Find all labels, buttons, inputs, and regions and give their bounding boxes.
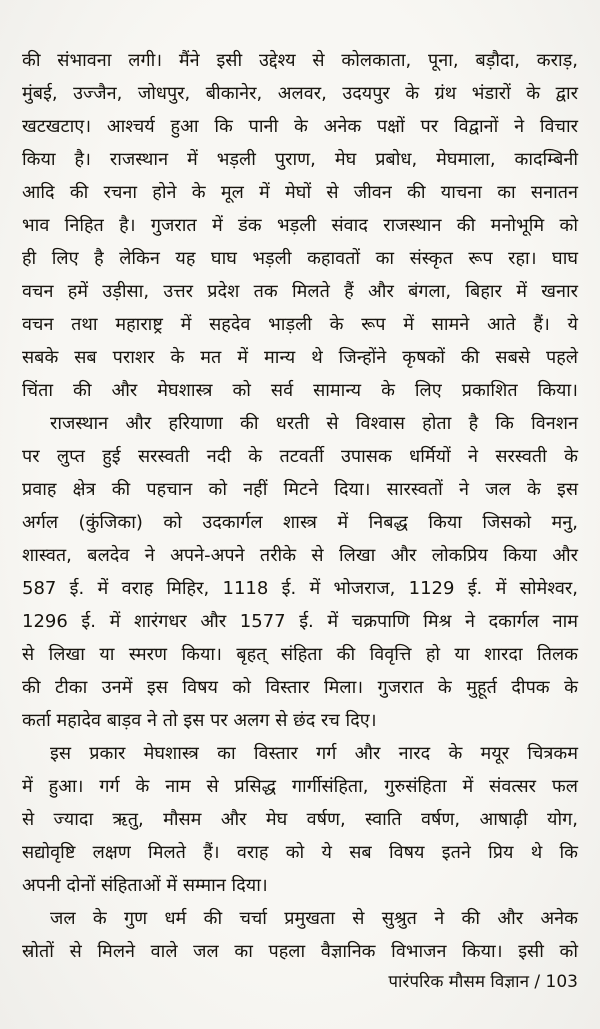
- text-line: 1296 ई. में शारंगधर और 1577 ई. में चक्रपाणि मिश्र ने दकार्गल नाम: [22, 611, 578, 632]
- text-line: की टीका उनमें इस विषय को विस्तार मिला। गुजरात के मुहूर्त दीपक के: [22, 677, 578, 698]
- text-line: ही लिए है लेकिन यह घाघ भड़ली कहावतों का संस्कृत रूप रहा। घाघ: [22, 248, 578, 269]
- text-line: शास्वत, बलदेव ने अपने-अपने तरीके से लिखा और लोकप्रिय किया और: [22, 545, 578, 566]
- text-line: कर्ता महादेव बाड़व ने तो इस पर अलग से छंद रच दिए।: [22, 710, 377, 731]
- text-line: भाव निहित है। गुजरात में डंक भड़ली संवाद राजस्थान की मनोभूमि को: [22, 215, 578, 236]
- text-line: आदि की रचना होने के मूल में मेघों से जीवन की याचना का सनातन: [22, 182, 578, 203]
- text-line: चिंता की और मेघशास्त्र को सर्व सामान्य के लिए प्रकाशित किया।: [22, 380, 578, 401]
- text-line: सबके सब पराशर के मत में मान्य थे जिन्होंने कृषकों की सबसे पहले: [22, 347, 578, 368]
- text-line: प्रवाह क्षेत्र की पहचान को नहीं मिटने दिया। सारस्वतों ने जल के इस: [22, 479, 578, 500]
- page-footer: पारंपरिक मौसम विज्ञान / 103: [388, 972, 578, 992]
- text-block: [22, 44, 578, 968]
- text-line: वचन तथा महाराष्ट्र में सहदेव भाड़ली के रूप में सामने आते हैं। ये: [22, 314, 578, 335]
- paragraph: [22, 902, 578, 968]
- text-line: अपनी दोनों संहिताओं में सम्मान दिया।: [22, 875, 268, 896]
- text-line: राजस्थान और हरियाणा की धरती से विश्वास होता है कि विनशन: [50, 413, 578, 434]
- paragraph: [22, 44, 578, 407]
- text-line: जल के गुण धर्म की चर्चा प्रमुखता से सुश्रुत ने की और अनेक: [50, 908, 578, 929]
- text-line: किया है। राजस्थान में भड़ली पुराण, मेघ प्रबोध, मेघमाला, कादम्बिनी: [22, 149, 578, 170]
- text-line: स्रोतों से मिलने वाले जल का पहला वैज्ञानिक विभाजन किया। इसी को: [22, 941, 578, 962]
- text-line: में हुआ। गर्ग के नाम से प्रसिद्ध गार्गीसंहिता, गुरुसंहिता में संवत्सर फल: [22, 776, 578, 797]
- text-line: से ज्यादा ऋतु, मौसम और मेघ वर्षण, स्वाति वर्षण, आषाढ़ी योग,: [22, 809, 578, 830]
- text-line: मुंबई, उज्जैन, जोधपुर, बीकानेर, अलवर, उदयपुर के ग्रंथ भंडारों के द्वार: [22, 83, 578, 104]
- text-line: से लिखा या स्मरण किया। बृहत् संहिता की विवृत्ति हो या शारदा तिलक: [22, 644, 578, 665]
- text-line: सद्योवृष्टि लक्षण मिलते हैं। वराह को ये सब विषय इतने प्रिय थे कि: [22, 842, 578, 863]
- paragraph: [22, 407, 578, 737]
- text-line: पर लुप्त हुई सरस्वती नदी के तटवर्ती उपासक धर्मियों ने सरस्वती के: [22, 446, 578, 467]
- text-line: 587 ई. में वराह मिहिर, 1118 ई. में भोजराज, 1129 ई. में सोमेश्वर,: [22, 578, 578, 599]
- text-line: वचन हमें उड़ीसा, उत्तर प्रदेश तक मिलते हैं और बंगला, बिहार में खनार: [22, 281, 578, 302]
- text-line: की संभावना लगी। मैंने इसी उद्देश्य से कोलकाता, पूना, बड़ौदा, कराड़,: [22, 50, 578, 71]
- text-line: इस प्रकार मेघशास्त्र का विस्तार गर्ग और नारद के मयूर चित्रकम: [50, 743, 578, 764]
- text-line: खटखटाए। आश्चर्य हुआ कि पानी के अनेक पक्षों पर विद्वानों ने विचार: [22, 116, 578, 137]
- text-line: अर्गल (कुंजिका) को उदकार्गल शास्त्र में निबद्ध किया जिसको मनु,: [22, 512, 578, 533]
- paragraph: [22, 737, 578, 902]
